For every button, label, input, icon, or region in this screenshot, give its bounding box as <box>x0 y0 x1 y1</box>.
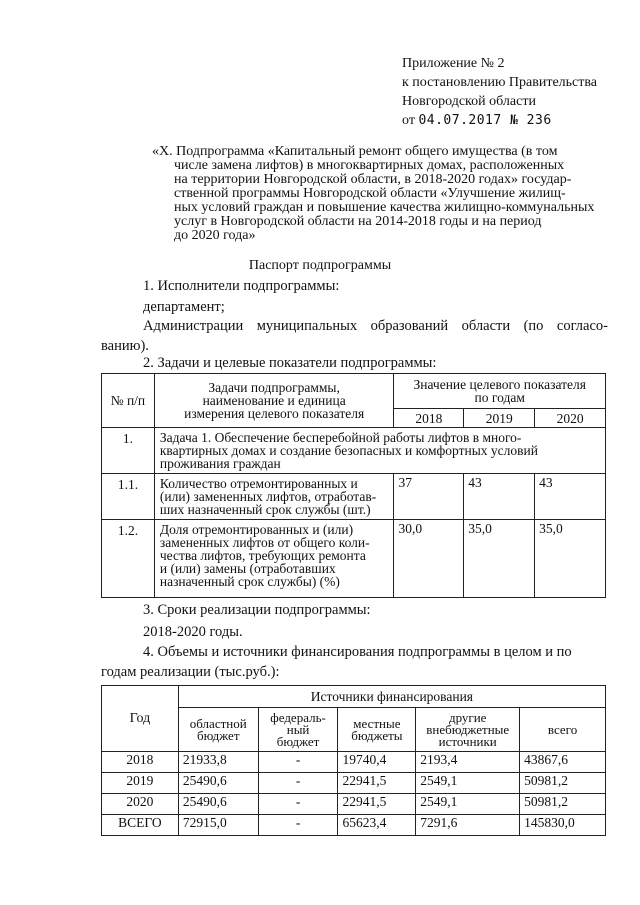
section1-heading: 1. Исполнители подпрограммы: <box>143 278 340 294</box>
appendix-date-line <box>402 111 597 130</box>
table-row <box>102 752 606 773</box>
funding-year: 2018 <box>102 752 179 773</box>
col-task-header <box>154 374 394 428</box>
section1-item-department: департамент; <box>143 299 225 315</box>
row-indicator <box>154 520 394 598</box>
col-local-header-line: бюджеты <box>351 727 403 743</box>
col-federal-header-line: бюджет <box>276 733 320 749</box>
col-federal-header <box>258 708 338 752</box>
section3-heading: 3. Сроки реализации подпрограммы: <box>143 602 371 618</box>
table-row <box>102 474 606 520</box>
funding-total: 43867,6 <box>520 752 606 773</box>
table-row <box>102 794 606 815</box>
col-other-header-line: внебюджетные <box>426 721 510 737</box>
col-other-header <box>416 708 520 752</box>
section1-item-administrations: Администрации муниципальных образований области (по согласо- <box>143 318 608 334</box>
funding-local: 19740,4 <box>338 752 416 773</box>
appendix-block <box>402 54 597 130</box>
col-local-header <box>338 708 416 752</box>
section3-value: 2018-2020 годы. <box>143 624 243 640</box>
year-2018-header: 2018 <box>394 409 464 428</box>
col-other-header-line: другие <box>448 709 487 725</box>
targets-table <box>101 373 606 598</box>
funding-regional: 25490,6 <box>178 773 258 794</box>
col-other-header-line: источники <box>438 733 497 749</box>
row-indicator-line: и (или) замены (отработавших <box>159 561 336 576</box>
funding-federal: - <box>258 794 338 815</box>
col-task-header-line: измерения целевого показателя <box>184 406 365 421</box>
row-value-2020: 43 <box>535 474 606 520</box>
row-indicator-line: Количество отремонтированных и <box>159 476 358 491</box>
row-value-2019: 43 <box>464 474 535 520</box>
funding-header-row <box>102 686 606 708</box>
funding-federal: - <box>258 815 338 836</box>
col-local-header-line: местные <box>353 715 401 731</box>
subprogram-title-line: ственной программы Новгородской области «Улучшение жилищ- <box>174 186 566 201</box>
appendix-resolution: к постановлению Правительства <box>402 75 598 90</box>
subprogram-title-line: числе замена лифтов) в многоквартирных домах, расположенных <box>174 158 565 173</box>
funding-year: ВСЕГО <box>102 815 179 836</box>
col-value-header-line: Значение целевого показателя <box>413 377 586 392</box>
col-num-header: № п/п <box>102 374 155 428</box>
funding-year: 2019 <box>102 773 179 794</box>
row-indicator-line: ших назначенный срок службы (шт.) <box>159 502 371 517</box>
row-num: 1.2. <box>102 520 155 598</box>
appendix-number: Приложение № 2 <box>402 56 505 71</box>
appendix-date-prefix: от <box>402 113 415 128</box>
section1-item-administrations-cont: ванию). <box>101 338 149 354</box>
funding-regional: 21933,8 <box>178 752 258 773</box>
appendix-region: Новгородской области <box>402 94 536 109</box>
funding-federal: - <box>258 752 338 773</box>
funding-other: 2549,1 <box>416 773 520 794</box>
subprogram-title <box>152 145 597 243</box>
task-text-line: проживания граждан <box>159 456 281 471</box>
col-sources-header: Источники финансирования <box>178 686 605 708</box>
col-task-header-line: Задачи подпрограммы, <box>208 380 340 395</box>
task-num: 1. <box>102 428 155 474</box>
funding-other: 7291,6 <box>416 815 520 836</box>
col-regional-header-line: областной <box>189 715 247 731</box>
subprogram-title-line: до 2020 года» <box>174 228 256 243</box>
funding-local: 22941,5 <box>338 794 416 815</box>
funding-table <box>101 685 606 836</box>
task-text <box>154 428 605 474</box>
funding-total: 145830,0 <box>520 815 606 836</box>
table-row <box>102 773 606 794</box>
year-2019-header: 2019 <box>464 409 535 428</box>
funding-total: 50981,2 <box>520 794 606 815</box>
funding-federal: - <box>258 773 338 794</box>
funding-other: 2193,4 <box>416 752 520 773</box>
subprogram-title-line: услуг в Новгородской области на 2014-2018 годы и на период <box>174 214 542 229</box>
col-regional-header-line: бюджет <box>196 727 240 743</box>
table-row-total <box>102 815 606 836</box>
col-task-header-line: наименование и единица <box>202 393 346 408</box>
row-value-2018: 30,0 <box>394 520 464 598</box>
task-row <box>102 428 606 474</box>
row-value-2019: 35,0 <box>464 520 535 598</box>
section4-heading-cont: годам реализации (тыс.руб.): <box>101 664 280 680</box>
funding-local: 22941,5 <box>338 773 416 794</box>
col-total-header: всего <box>520 708 606 752</box>
col-year-header: Год <box>102 686 179 752</box>
table-row <box>102 520 606 598</box>
subprogram-title-line: ных условий граждан и повышение качества жилищно-коммунальных <box>174 200 595 215</box>
col-federal-header-line: ный <box>286 721 310 737</box>
section4-heading: 4. Объемы и источники финансирования подпрограммы в целом и по <box>143 644 572 660</box>
row-indicator <box>154 474 394 520</box>
col-regional-header <box>178 708 258 752</box>
row-indicator-line: (или) замененных лифтов, отработав- <box>159 489 377 504</box>
col-value-header-line: по годам <box>474 390 525 405</box>
row-value-2018: 37 <box>394 474 464 520</box>
row-value-2020: 35,0 <box>535 520 606 598</box>
row-indicator-line: назначенный срок службы) (%) <box>159 574 340 589</box>
row-indicator-line: замененных лифтов от общего коли- <box>159 535 370 550</box>
year-2020-header: 2020 <box>535 409 606 428</box>
row-indicator-line: Доля отремонтированных и (или) <box>159 522 354 537</box>
funding-regional: 25490,6 <box>178 794 258 815</box>
subprogram-title-line: «X. Подпрограмма «Капитальный ремонт общего имущества (в том <box>152 144 558 159</box>
funding-year: 2020 <box>102 794 179 815</box>
funding-total: 50981,2 <box>520 773 606 794</box>
funding-local: 65623,4 <box>338 815 416 836</box>
subprogram-title-line: на территории Новгородской области, в 2018-2020 годах» государ- <box>174 172 572 187</box>
col-value-header <box>394 374 606 409</box>
funding-other: 2549,1 <box>416 794 520 815</box>
row-indicator-line: чества лифтов, требующих ремонта <box>159 548 366 563</box>
task-text-line: Задача 1. Обеспечение бесперебойной работы лифтов в много- <box>159 430 522 445</box>
section2-heading: 2. Задачи и целевые показатели подпрограммы: <box>143 355 437 371</box>
row-num: 1.1. <box>102 474 155 520</box>
funding-regional: 72915,0 <box>178 815 258 836</box>
task-text-line: квартирных домах и создание безопасных и комфортных условий <box>159 443 538 458</box>
col-federal-header-line: федераль- <box>270 709 326 725</box>
passport-title: Паспорт подпрограммы <box>248 258 392 273</box>
appendix-date-value: 04.07.2017 № 236 <box>418 113 552 128</box>
targets-header-row <box>102 374 606 409</box>
